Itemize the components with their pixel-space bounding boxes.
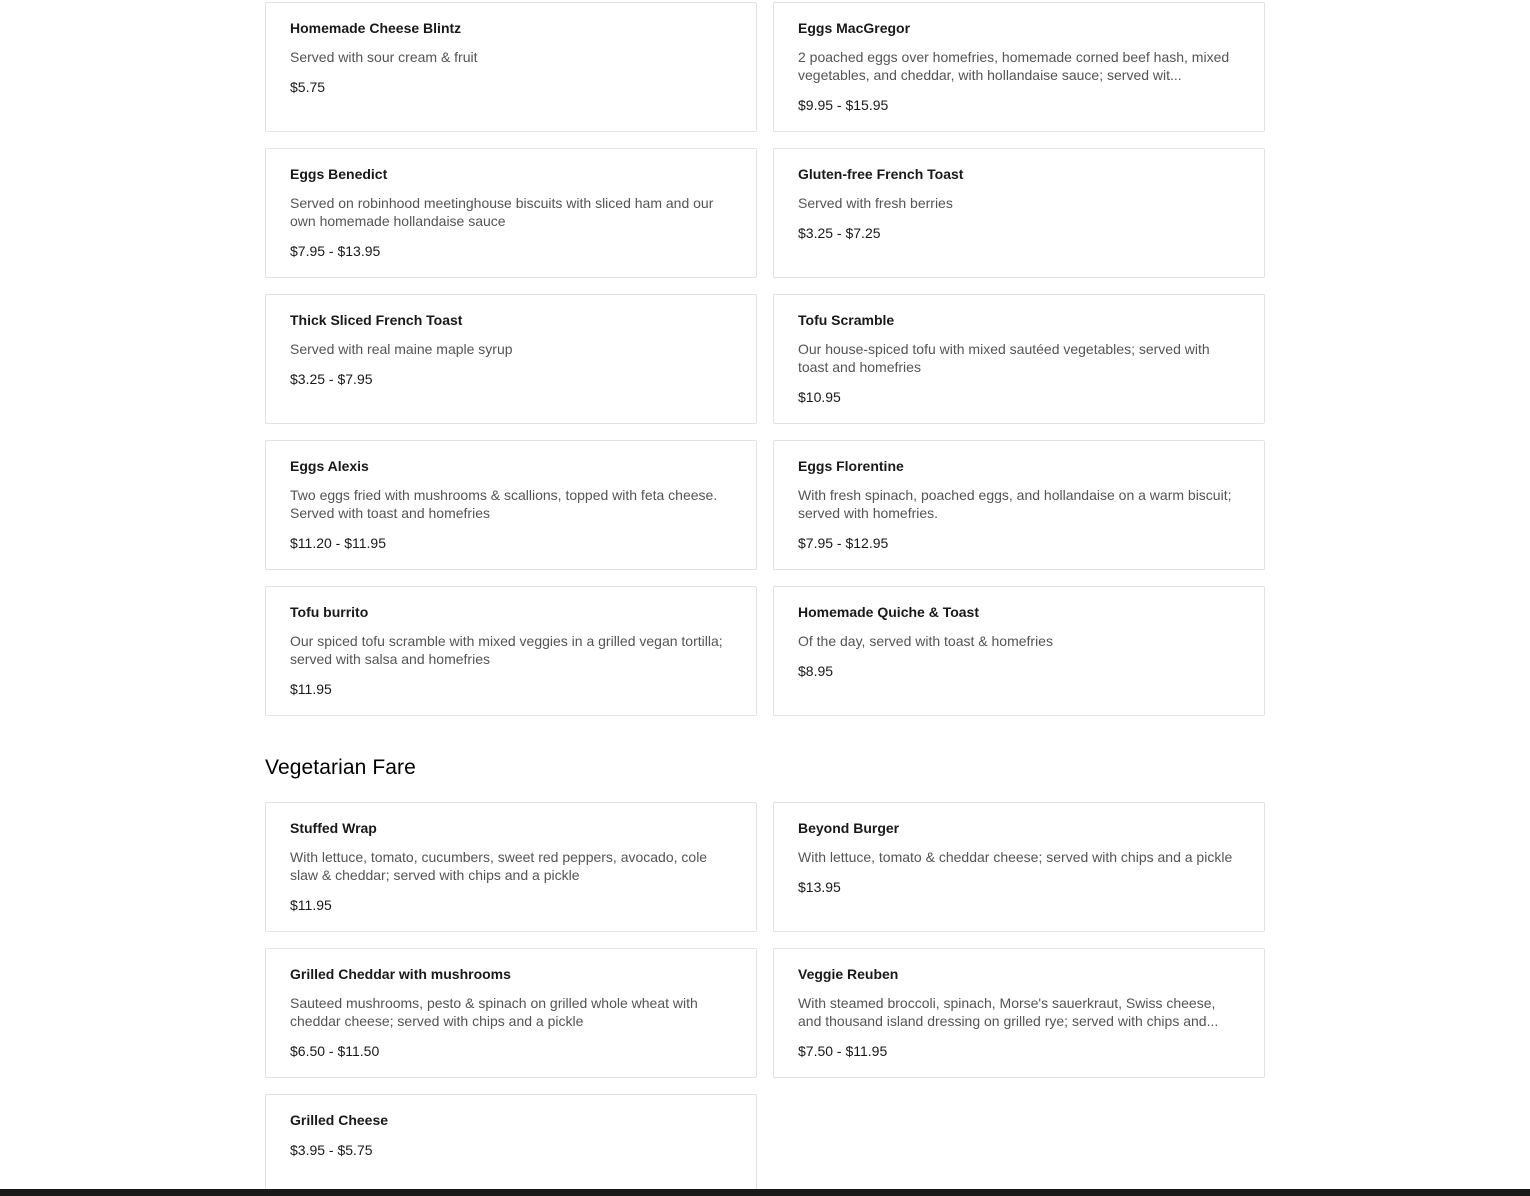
item-name: Thick Sliced French Toast [290, 312, 463, 328]
item-description: With lettuce, tomato, cucumbers, sweet red peppers, avocado, cole slaw & cheddar; served with chips and a pickle [290, 849, 708, 883]
item-description: Served on robinhood meetinghouse biscuits with sliced ham and our own homemade hollandaise sauce [290, 195, 714, 229]
item-description: Of the day, served with toast & homefries [798, 633, 1053, 649]
menu-item-card[interactable] [265, 1094, 757, 1196]
item-price: $11.20 - $11.95 [290, 535, 387, 551]
item-price: $9.95 - $15.95 [798, 97, 889, 113]
menu-item-card[interactable] [265, 2, 757, 132]
item-price: $11.95 [290, 897, 332, 913]
item-name: Grilled Cheddar with mushrooms [290, 966, 511, 982]
menu-item-card[interactable] [773, 802, 1265, 932]
item-name: Eggs Benedict [290, 166, 388, 182]
item-price: $3.25 - $7.95 [290, 371, 373, 387]
item-description: 2 poached eggs over homefries, homemade corned beef hash, mixed vegetables, and cheddar, with hollandaise sauce; served wit... [798, 49, 1230, 83]
item-price: $3.25 - $7.25 [798, 225, 881, 241]
menu-item-card[interactable] [265, 948, 757, 1078]
item-price: $13.95 [798, 879, 841, 895]
item-name: Eggs Alexis [290, 458, 369, 474]
item-name: Stuffed Wrap [290, 820, 377, 836]
menu-item-card[interactable] [265, 586, 757, 716]
item-description: Two eggs fried with mushrooms & scallions, topped with feta cheese. Served with toast and homefries [290, 487, 718, 521]
item-name: Veggie Reuben [798, 966, 899, 982]
menu-item-card[interactable] [773, 948, 1265, 1078]
item-price: $11.95 [290, 681, 332, 697]
item-price: $7.95 - $12.95 [798, 535, 889, 551]
item-description: Sauteed mushrooms, pesto & spinach on grilled whole wheat with cheddar cheese; served with chips and a pickle [290, 995, 698, 1029]
item-price: $10.95 [798, 389, 841, 405]
menu-item-card[interactable] [265, 802, 757, 932]
item-name: Homemade Quiche & Toast [798, 604, 980, 620]
item-price: $3.95 - $5.75 [290, 1142, 373, 1158]
item-name: Tofu burrito [290, 604, 369, 620]
menu-item-card[interactable] [773, 440, 1265, 570]
menu-item-card[interactable] [265, 294, 757, 424]
item-price: $8.95 [798, 663, 834, 679]
bottom-bar [0, 1189, 1530, 1196]
item-name: Eggs Florentine [798, 458, 904, 474]
menu-item-card[interactable] [773, 294, 1265, 424]
item-name: Beyond Burger [798, 820, 900, 836]
item-price: $7.95 - $13.95 [290, 243, 381, 259]
menu-item-card[interactable] [265, 440, 757, 570]
item-price: $7.50 - $11.95 [798, 1043, 888, 1059]
item-description: With fresh spinach, poached eggs, and hollandaise on a warm biscuit; served with homefries. [798, 487, 1232, 521]
item-price: $6.50 - $11.50 [290, 1043, 380, 1059]
item-price: $5.75 [290, 79, 326, 95]
item-description: With lettuce, tomato & cheddar cheese; served with chips and a pickle [798, 849, 1233, 865]
item-name: Gluten-free French Toast [798, 166, 964, 182]
menu-item-card[interactable] [773, 148, 1265, 278]
item-name: Tofu Scramble [798, 312, 895, 328]
menu-item-card[interactable] [773, 586, 1265, 716]
item-description: Served with fresh berries [798, 195, 953, 211]
menu-grid-vegetarian [265, 802, 1265, 1196]
menu-grid-breakfast [265, 2, 1265, 716]
item-description: Served with real maine maple syrup [290, 341, 513, 357]
menu-item-card[interactable] [265, 148, 757, 278]
item-description: Our spiced tofu scramble with mixed veggies in a grilled vegan tortilla; served with salsa and homefries [290, 633, 723, 667]
menu-item-card[interactable] [773, 2, 1265, 132]
item-name: Homemade Cheese Blintz [290, 20, 462, 36]
item-name: Grilled Cheese [290, 1112, 389, 1128]
item-description: With steamed broccoli, spinach, Morse's sauerkraut, Swiss cheese, and thousand island dressing on grilled rye; served with chips and... [798, 995, 1219, 1029]
item-name: Eggs MacGregor [798, 20, 911, 36]
section-title: Vegetarian Fare [265, 756, 416, 779]
item-description: Our house-spiced tofu with mixed sautéed vegetables; served with toast and homefries [798, 341, 1210, 375]
item-description: Served with sour cream & fruit [290, 49, 478, 65]
